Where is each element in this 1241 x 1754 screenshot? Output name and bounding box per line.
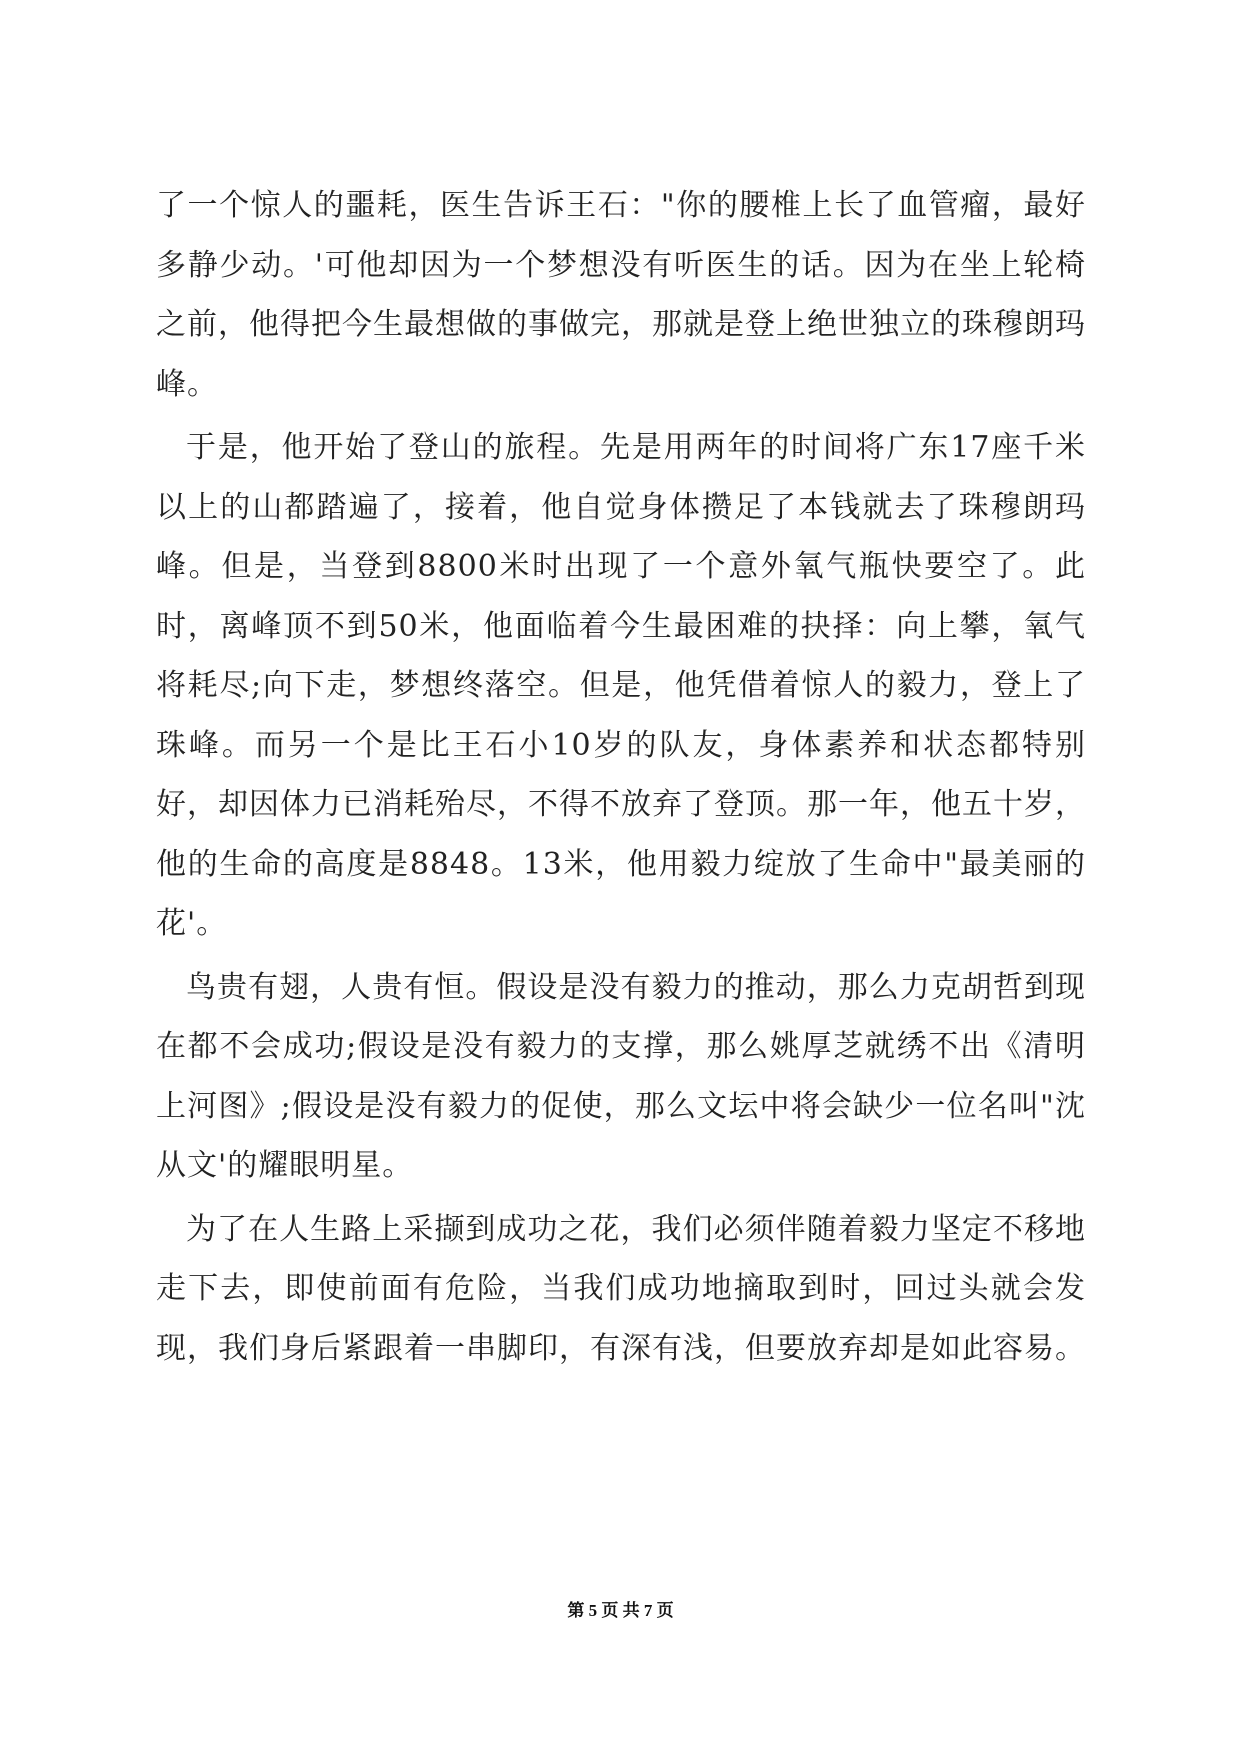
paragraph-1: 了一个惊人的噩耗，医生告诉王石："你的腰椎上长了血管瘤，最好多静少动。'可他却因为一个梦想没有听医生的话。因为在坐上轮椅之前，他得把今生最想做的事做完，那就是登上绝世独立的珠穆朗玛峰。 [156,188,1086,402]
page-number-footer: 第 5 页 共 7 页 [567,1601,674,1620]
document-body [156,176,1086,1378]
paragraph-4: 为了在人生路上采撷到成功之花，我们必须伴随着毅力坚定不移地走下去，即使前面有危险，当我们成功地摘取到时，回过头就会发现，我们身后紧跟着一串脚印，有深有浅，但要放弃却是如此容易。 [156,1211,1086,1366]
paragraph-2: 于是，他开始了登山的旅程。先是用两年的时间将广东17座千米以上的山都踏遍了，接着，他自觉身体攒足了本钱就去了珠穆朗玛峰。但是，当登到8800米时出现了一个意外氧气瓶快要空了。此时，离峰顶不到50米，他面临着今生最困难的抉择：向上攀，氧气将耗尽;向下走，梦想终落空。但是，他凭借着惊人的毅力，登上了珠峰。而另一个是比王石小10岁的队友，身体素养和状态都特别好，却因体力已消耗殆尽，不得不放弃了登顶。那一年，他五十岁，他的生命的高度是8848。13米，他用毅力绽放了生命中"最美丽的花'。 [156,430,1086,941]
paragraph-3: 鸟贵有翅，人贵有恒。假设是没有毅力的推动，那么力克胡哲到现在都不会成功;假设是没有毅力的支撑，那么姚厚芝就绣不出《清明上河图》;假设是没有毅力的促使，那么文坛中将会缺少一位名叫"沈从文'的耀眼明星。 [156,969,1086,1183]
